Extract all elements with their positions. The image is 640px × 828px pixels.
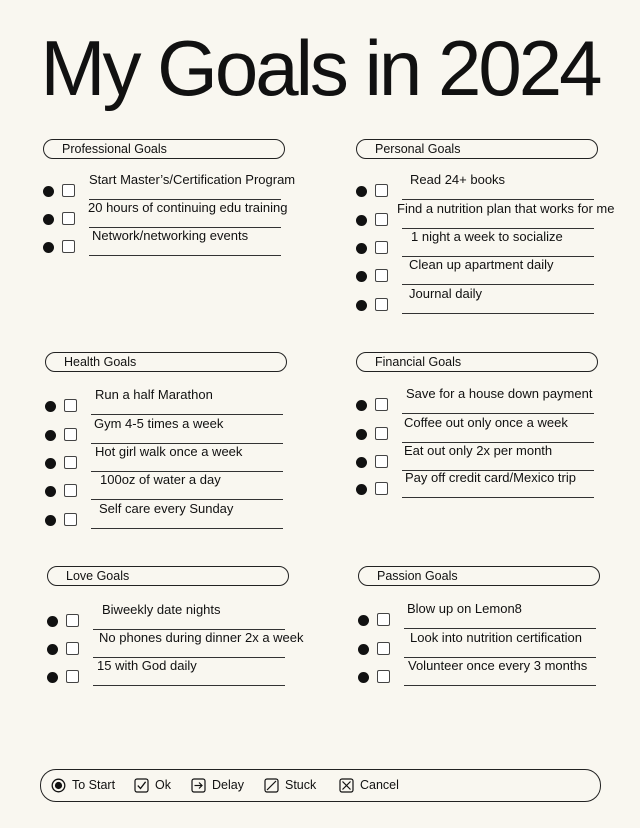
goal-item — [47, 602, 337, 631]
goal-text: 20 hours of continuing edu training — [88, 200, 288, 215]
goal-checkbox[interactable] — [66, 670, 79, 683]
goal-item — [358, 601, 640, 630]
goal-item — [358, 658, 640, 687]
section-title: Personal Goals — [356, 139, 598, 159]
status-dot — [356, 484, 367, 495]
goal-item — [47, 630, 337, 659]
section-title: Passion Goals — [358, 566, 600, 586]
section-title: Professional Goals — [43, 139, 285, 159]
goal-checkbox[interactable] — [375, 427, 388, 440]
status-dot — [356, 400, 367, 411]
goal-text: Blow up on Lemon8 — [407, 601, 522, 616]
underline — [89, 255, 281, 256]
status-dot — [45, 486, 56, 497]
goal-text: Self care every Sunday — [99, 501, 234, 516]
goal-item — [43, 228, 333, 257]
status-dot — [356, 271, 367, 282]
goal-item — [356, 415, 640, 444]
status-dot — [356, 186, 367, 197]
goal-text: Run a half Marathon — [95, 387, 213, 402]
status-dot — [358, 644, 369, 655]
goal-text: Clean up apartment daily — [409, 257, 554, 272]
goal-text: 100oz of water a day — [100, 472, 221, 487]
legend-label: To Start — [72, 778, 116, 792]
status-dot — [356, 429, 367, 440]
goal-checkbox[interactable] — [62, 212, 75, 225]
goal-item — [47, 658, 337, 687]
underline — [91, 528, 283, 529]
underline — [91, 414, 283, 415]
underline — [402, 313, 594, 314]
status-dot — [358, 672, 369, 683]
legend-label: Cancel — [360, 778, 399, 792]
goal-checkbox[interactable] — [375, 298, 388, 311]
goal-text: Look into nutrition certification — [410, 630, 582, 645]
status-dot — [45, 515, 56, 526]
goal-text: Journal daily — [409, 286, 482, 301]
radio-dot-icon — [51, 778, 66, 793]
goal-item — [356, 172, 640, 201]
goal-checkbox[interactable] — [377, 670, 390, 683]
goal-checkbox[interactable] — [375, 482, 388, 495]
page-title: My Goals in 2024 — [40, 24, 600, 112]
status-dot — [356, 215, 367, 226]
goal-item — [43, 172, 333, 201]
goal-item — [356, 470, 640, 499]
underline — [402, 284, 594, 285]
goal-text: Biweekly date nights — [102, 602, 221, 617]
status-legend — [40, 769, 601, 802]
goal-checkbox[interactable] — [64, 399, 77, 412]
goal-text: Start Master’s/Certification Program — [89, 172, 296, 187]
goal-item — [45, 501, 335, 530]
status-dot — [43, 242, 54, 253]
goal-checkbox[interactable] — [375, 213, 388, 226]
checkmark-box-icon — [134, 778, 149, 793]
goal-item — [45, 444, 335, 473]
goal-checkbox[interactable] — [64, 428, 77, 441]
status-dot — [45, 458, 56, 469]
goal-checkbox[interactable] — [66, 642, 79, 655]
goal-checkbox[interactable] — [375, 241, 388, 254]
underline — [93, 685, 285, 686]
underline — [404, 685, 596, 686]
goal-checkbox[interactable] — [62, 184, 75, 197]
goal-item — [356, 257, 640, 286]
underline — [402, 413, 594, 414]
goal-checkbox[interactable] — [62, 240, 75, 253]
arrow-box-icon — [191, 778, 206, 793]
legend-label: Stuck — [285, 778, 317, 792]
goal-text: Eat out only 2x per month — [404, 443, 553, 458]
x-box-icon — [339, 778, 354, 793]
status-dot — [47, 616, 58, 627]
goal-checkbox[interactable] — [64, 484, 77, 497]
goal-item — [358, 630, 640, 659]
goal-checkbox[interactable] — [377, 613, 390, 626]
goal-item — [356, 443, 640, 472]
goal-text: Save for a house down payment — [406, 386, 593, 401]
status-dot — [356, 457, 367, 468]
goal-item — [356, 229, 640, 258]
goal-text: Gym 4-5 times a week — [94, 416, 224, 431]
status-dot — [43, 214, 54, 225]
goal-item — [45, 387, 335, 416]
slash-box-icon — [264, 778, 279, 793]
goal-checkbox[interactable] — [375, 184, 388, 197]
goal-checkbox[interactable] — [64, 513, 77, 526]
goal-checkbox[interactable] — [375, 455, 388, 468]
goal-text: Pay off credit card/Mexico trip — [405, 470, 576, 485]
goal-text: Network/networking events — [92, 228, 249, 243]
goal-item — [45, 416, 335, 445]
section-title: Love Goals — [47, 566, 289, 586]
section-title: Financial Goals — [356, 352, 598, 372]
underline — [404, 628, 596, 629]
goal-text: 1 night a week to socialize — [411, 229, 563, 244]
goal-item — [356, 386, 640, 415]
goal-item — [45, 472, 335, 501]
goal-text: Find a nutrition plan that works for me — [397, 201, 615, 216]
goal-text: No phones during dinner 2x a week — [99, 630, 304, 645]
status-dot — [358, 615, 369, 626]
goal-checkbox[interactable] — [66, 614, 79, 627]
goal-text: Volunteer once every 3 months — [408, 658, 588, 673]
status-dot — [356, 300, 367, 311]
legend-label: Delay — [212, 778, 244, 792]
goal-checkbox[interactable] — [377, 642, 390, 655]
goal-checkbox[interactable] — [64, 456, 77, 469]
goal-checkbox[interactable] — [375, 398, 388, 411]
section-title: Health Goals — [45, 352, 287, 372]
status-dot — [45, 401, 56, 412]
goal-item — [356, 286, 640, 315]
legend-label: Ok — [155, 778, 171, 792]
goal-item — [43, 200, 333, 229]
goal-checkbox[interactable] — [375, 269, 388, 282]
status-dot — [45, 430, 56, 441]
goal-item — [356, 201, 640, 230]
goal-text: 15 with God daily — [97, 658, 197, 673]
status-dot — [356, 243, 367, 254]
goal-text: Hot girl walk once a week — [95, 444, 243, 459]
status-dot — [47, 672, 58, 683]
underline — [402, 497, 594, 498]
status-dot — [43, 186, 54, 197]
underline — [402, 199, 594, 200]
goal-text: Read 24+ books — [410, 172, 506, 187]
status-dot — [47, 644, 58, 655]
goal-text: Coffee out only once a week — [404, 415, 568, 430]
underline — [91, 499, 283, 500]
